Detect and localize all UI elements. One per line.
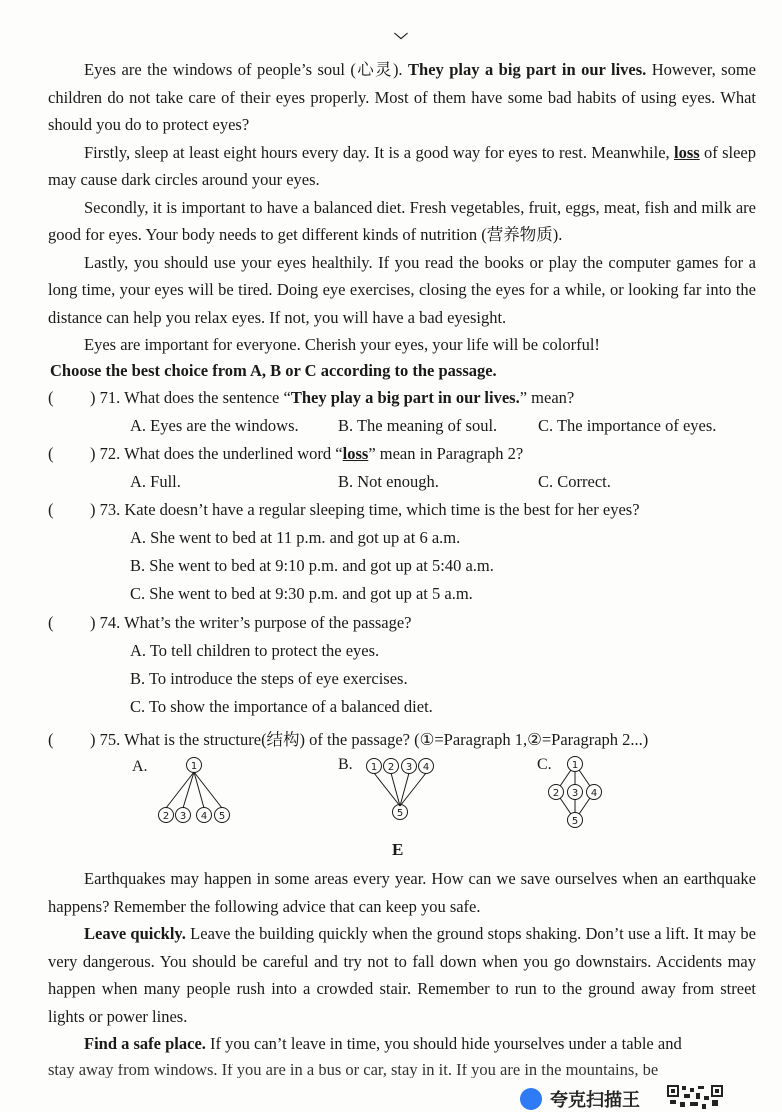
- node-3: 3: [571, 788, 579, 799]
- passage-d: [48, 56, 756, 359]
- q72-option-c: C. Correct.: [538, 472, 611, 491]
- node-4: 4: [200, 811, 208, 822]
- answer-blank-74: (: [48, 613, 54, 632]
- node-4: 4: [590, 788, 598, 799]
- node-3: 3: [405, 762, 413, 773]
- node-2: 2: [552, 788, 560, 799]
- page-top-mark: ﹀: [394, 34, 408, 49]
- question-73: ( ) 73. Kate doesn’t have a regular sleeping time, which time is the best for her eyes?: [48, 500, 640, 519]
- q75-option-a-label: A.: [132, 758, 148, 775]
- question-74: ( ) 74. What’s the writer’s purpose of the passage?: [48, 613, 412, 632]
- q72-option-a: A. Full.: [130, 472, 181, 491]
- node-1: 1: [190, 761, 198, 772]
- structure-diagram-b: [362, 754, 442, 826]
- section-e-label: E: [392, 840, 404, 859]
- node-1: 1: [571, 760, 579, 771]
- answer-blank-75: (: [48, 730, 54, 749]
- node-2: 2: [162, 811, 170, 822]
- q71-option-b: B. The meaning of soul.: [338, 416, 498, 435]
- q73-option-a: A. She went to bed at 11 p.m. and got up at 6 a.m.: [130, 528, 461, 547]
- answer-blank-71: (: [48, 388, 54, 407]
- answer-blank-73: (: [48, 500, 54, 519]
- underlined-word-loss: loss: [673, 142, 700, 162]
- cut-off-line: stay away from windows. If you are in a bus or car, stay in it. If you are in the mountains, be: [48, 1064, 659, 1078]
- paragraph-e3: Find a safe place. If you can’t leave in time, you should hide yourselves under a table and: [84, 1034, 682, 1053]
- node-3: 3: [179, 811, 187, 822]
- scanner-logo-icon: [520, 1088, 542, 1110]
- q72-option-b: B. Not enough.: [338, 472, 439, 491]
- question-72: ( ) 72. What does the underlined word “loss” mean in Paragraph 2?: [48, 444, 524, 463]
- node-4: 4: [422, 762, 430, 773]
- answer-blank-72: (: [48, 444, 54, 463]
- q75-option-b-label: B.: [338, 756, 353, 773]
- q71-option-c: C. The importance of eyes.: [538, 416, 717, 435]
- q73-option-b: B. She went to bed at 9:10 p.m. and got up at 5:40 a.m.: [130, 556, 494, 575]
- instruction-heading: Choose the best choice from A, B or C according to the passage.: [50, 361, 497, 380]
- node-5: 5: [396, 808, 404, 819]
- paragraph-4: Lastly, you should use your eyes healthily. If you read the books or play the computer games for a long time, your eyes will be tired. Doing eye exercises, closing the eyes for a while, or looking far into the distance can help you relax eyes. If not, you will have a bad eyesight.: [48, 252, 756, 327]
- q73-option-c: C. She went to bed at 9:30 p.m. and got up at 5 a.m.: [130, 584, 473, 603]
- paragraph-5: Eyes are important for everyone. Cherish your eyes, your life will be colorful!: [84, 335, 600, 354]
- question-71: ( ) 71. What does the sentence “They play a big part in our lives.” mean?: [48, 388, 575, 407]
- paragraph-e1: Earthquakes may happen in some areas every year. How can we save ourselves when an earthquake happens? Remember the following advice that can keep you safe.: [48, 869, 756, 916]
- q74-option-a: A. To tell children to protect the eyes.: [130, 641, 380, 660]
- node-1: 1: [370, 762, 378, 773]
- q71-option-a: A. Eyes are the windows.: [130, 416, 299, 435]
- q74-option-c: C. To show the importance of a balanced diet.: [130, 697, 433, 716]
- q75-option-c-label: C.: [537, 756, 552, 773]
- scanner-watermark: [516, 1084, 782, 1110]
- structure-diagram-a: [150, 754, 240, 826]
- node-5: 5: [218, 811, 226, 822]
- paragraph-e2: Leave quickly. Leave the building quickly when the ground stops shaking. Don’t use a lift. It may be very dangerous. You should be careful and try not to fall down when you go downstairs. Accidents may happen when many people rush into a crowded stair. Remember to run to the ground away from street lights or power lines.: [48, 924, 757, 1026]
- qr-code-icon: [666, 1084, 726, 1110]
- passage-e: [48, 865, 756, 1058]
- question-75: ( ) 75. What is the structure(结构) of the passage? (①=Paragraph 1,②=Paragraph 2...): [48, 730, 649, 749]
- node-5: 5: [571, 816, 579, 827]
- paragraph-2: Firstly, sleep at least eight hours every day. It is a good way for eyes to rest. Meanwhile, loss of sleep may cause dark circles around your eyes.: [48, 142, 756, 189]
- structure-diagram-c: [540, 752, 620, 832]
- scanner-app-name: 夸克扫描王: [550, 1090, 640, 1111]
- q74-option-b: B. To introduce the steps of eye exercises.: [130, 669, 408, 688]
- node-2: 2: [387, 762, 395, 773]
- paragraph-1: Eyes are the windows of people’s soul (心灵). They play a big part in our lives. However, some children do not take care of their eyes properly. Most of them have some bad habits of using eyes. What should you do to protect eyes?: [48, 60, 756, 134]
- paragraph-3: Secondly, it is important to have a balanced diet. Fresh vegetables, fruit, eggs, meat, fish and milk are good for eyes. Your body needs to get different kinds of nutrition (营养物质).: [48, 197, 756, 244]
